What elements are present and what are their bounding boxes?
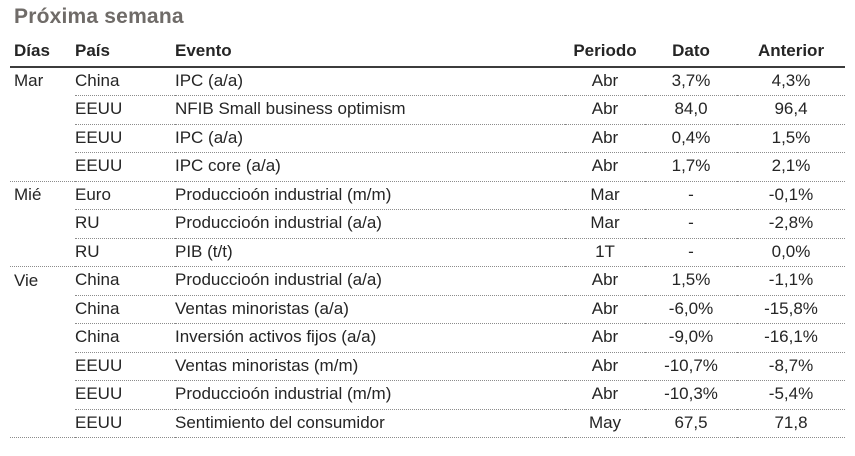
cell-anterior: 2,1% [737, 153, 845, 182]
cell-evento: IPC core (a/a) [175, 153, 565, 182]
cell-pais: China [75, 67, 175, 96]
col-header-periodo: Periodo [565, 38, 645, 67]
cell-pais: China [75, 295, 175, 324]
cell-evento: NFIB Small business optimism [175, 96, 565, 125]
cell-pais: EEUU [75, 409, 175, 438]
cell-pais: EEUU [75, 352, 175, 381]
cell-evento: IPC (a/a) [175, 124, 565, 153]
cell-periodo: Mar [565, 181, 645, 210]
cell-anterior: 4,3% [737, 67, 845, 96]
col-header-evento: Evento [175, 38, 565, 67]
cell-dia [10, 210, 75, 239]
cell-anterior: -5,4% [737, 381, 845, 410]
cell-pais: China [75, 267, 175, 296]
cell-dato: 0,4% [645, 124, 737, 153]
cell-dia [10, 295, 75, 324]
cell-pais: EEUU [75, 96, 175, 125]
cell-evento: Ventas minoristas (a/a) [175, 295, 565, 324]
cell-evento: IPC (a/a) [175, 67, 565, 96]
cell-anterior: -0,1% [737, 181, 845, 210]
cell-dato: 67,5 [645, 409, 737, 438]
cell-dato: 1,5% [645, 267, 737, 296]
cell-periodo: Abr [565, 153, 645, 182]
table-row [10, 352, 845, 381]
cell-periodo: Abr [565, 295, 645, 324]
cell-pais: EEUU [75, 153, 175, 182]
cell-dato: - [645, 181, 737, 210]
cell-evento: Ventas minoristas (m/m) [175, 352, 565, 381]
cell-evento: Produccioón industrial (a/a) [175, 210, 565, 239]
cell-evento: Sentimiento del consumidor [175, 409, 565, 438]
cell-anterior: -1,1% [737, 267, 845, 296]
table-row [10, 153, 845, 182]
cell-anterior: 71,8 [737, 409, 845, 438]
cell-anterior: -16,1% [737, 324, 845, 353]
table-body [10, 67, 845, 438]
cell-dia [10, 124, 75, 153]
cell-pais: China [75, 324, 175, 353]
table-row [10, 210, 845, 239]
cell-dato: 1,7% [645, 153, 737, 182]
cell-dato: 3,7% [645, 67, 737, 96]
cell-periodo: Abr [565, 67, 645, 96]
cell-periodo: Abr [565, 324, 645, 353]
col-header-pais: País [75, 38, 175, 67]
table-row [10, 238, 845, 267]
col-header-anterior: Anterior [737, 38, 845, 67]
cell-pais: EEUU [75, 381, 175, 410]
cell-dia [10, 153, 75, 182]
cell-dia: Mié [14, 185, 42, 204]
cell-dia [10, 409, 75, 438]
cell-pais: RU [75, 210, 175, 239]
cell-anterior: -15,8% [737, 295, 845, 324]
table-row [10, 267, 845, 296]
cell-anterior: 0,0% [737, 238, 845, 267]
cell-anterior: -2,8% [737, 210, 845, 239]
cell-periodo: Abr [565, 381, 645, 410]
cell-evento: PIB (t/t) [175, 238, 565, 267]
cell-dia: Vie [14, 270, 39, 290]
table-row [10, 67, 845, 96]
cell-periodo: Mar [565, 210, 645, 239]
cell-dato: - [645, 210, 737, 239]
cell-pais: Euro [75, 181, 175, 210]
table-row [10, 124, 845, 153]
cell-dia [10, 381, 75, 410]
col-header-dato: Dato [645, 38, 737, 67]
table-row [10, 381, 845, 410]
cell-periodo: 1T [565, 238, 645, 267]
table-header-row [10, 38, 845, 67]
cell-periodo: Abr [565, 352, 645, 381]
table-row [10, 324, 845, 353]
cell-dato: -10,3% [645, 381, 737, 410]
cell-dato: -10,7% [645, 352, 737, 381]
cell-anterior: 1,5% [737, 124, 845, 153]
table-row [10, 409, 845, 438]
economic-calendar-table [10, 38, 845, 438]
cell-dia: Mar [14, 71, 44, 91]
cell-dato: -9,0% [645, 324, 737, 353]
cell-evento: Produccioón industrial (a/a) [175, 267, 565, 296]
cell-anterior: 96,4 [737, 96, 845, 125]
table-row [10, 295, 845, 324]
cell-pais: RU [75, 238, 175, 267]
cell-dia [10, 352, 75, 381]
cell-periodo: Abr [565, 124, 645, 153]
cell-anterior: -8,7% [737, 352, 845, 381]
page-title: Próxima semana [14, 5, 184, 28]
cell-dia [10, 96, 75, 125]
cell-periodo: May [565, 409, 645, 438]
table-row [10, 96, 845, 125]
cell-dia [10, 324, 75, 353]
cell-evento: Inversión activos fijos (a/a) [175, 324, 565, 353]
cell-evento: Produccioón industrial (m/m) [175, 381, 565, 410]
cell-dato: -6,0% [645, 295, 737, 324]
col-header-dias: Días [10, 38, 75, 67]
cell-periodo: Abr [565, 96, 645, 125]
cell-periodo: Abr [565, 267, 645, 296]
cell-dato: - [645, 238, 737, 267]
table-row [10, 181, 845, 210]
cell-pais: EEUU [75, 124, 175, 153]
cell-dato: 84,0 [645, 96, 737, 125]
cell-dia [10, 238, 75, 267]
cell-evento: Produccioón industrial (m/m) [175, 181, 565, 210]
